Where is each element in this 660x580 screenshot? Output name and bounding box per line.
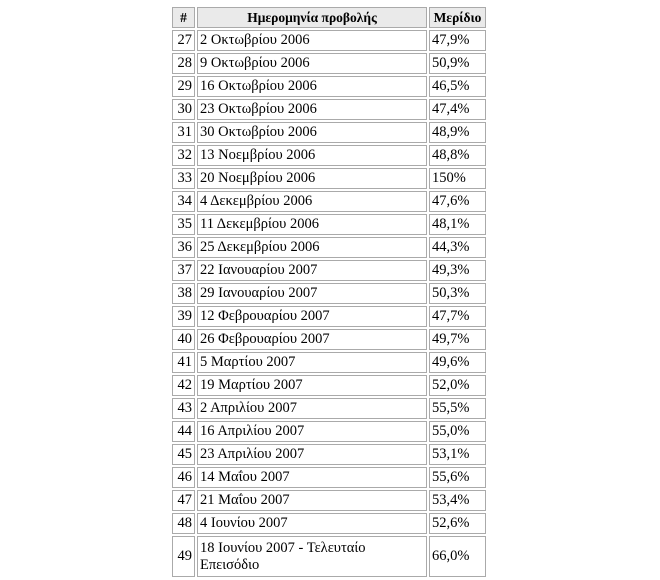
air-date-cell: 11 Δεκεμβρίου 2006: [197, 214, 427, 235]
header-row: [172, 7, 486, 28]
air-date-cell: 26 Φεβρουαρίου 2007: [197, 329, 427, 350]
share-cell: 150%: [429, 168, 486, 189]
episode-number-cell: 37: [172, 260, 195, 281]
table-row: [172, 122, 486, 143]
air-date-cell: 5 Μαρτίου 2007: [197, 352, 427, 373]
table-row: [172, 375, 486, 396]
table-row: [172, 53, 486, 74]
air-date-cell: 14 Μαΐου 2007: [197, 467, 427, 488]
table-row: [172, 513, 486, 534]
share-cell: 50,9%: [429, 53, 486, 74]
episode-number-cell: 36: [172, 237, 195, 258]
share-cell: 49,6%: [429, 352, 486, 373]
share-cell: 44,3%: [429, 237, 486, 258]
table-row: [172, 214, 486, 235]
table-row: [172, 283, 486, 304]
share-cell: 53,1%: [429, 444, 486, 465]
episode-number-cell: 39: [172, 306, 195, 327]
ratings-table-container: [169, 4, 489, 580]
table-row: [172, 329, 486, 350]
table-row: [172, 145, 486, 166]
air-date-cell: 13 Νοεμβρίου 2006: [197, 145, 427, 166]
table-row: [172, 352, 486, 373]
share-cell: 49,7%: [429, 329, 486, 350]
air-date-cell: 2 Οκτωβρίου 2006: [197, 30, 427, 51]
episode-number-cell: 33: [172, 168, 195, 189]
ratings-table: [169, 4, 489, 580]
air-date-cell: 18 Ιουνίου 2007 - Τελευταίο Επεισόδιο: [197, 536, 427, 577]
share-cell: 46,5%: [429, 76, 486, 97]
air-date-cell: 20 Νοεμβρίου 2006: [197, 168, 427, 189]
share-cell: 55,0%: [429, 421, 486, 442]
episode-number-cell: 38: [172, 283, 195, 304]
episode-number-cell: 31: [172, 122, 195, 143]
air-date-cell: 21 Μαΐου 2007: [197, 490, 427, 511]
air-date-cell: 16 Απριλίου 2007: [197, 421, 427, 442]
air-date-cell: 9 Οκτωβρίου 2006: [197, 53, 427, 74]
episode-number-cell: 30: [172, 99, 195, 120]
share-cell: 48,9%: [429, 122, 486, 143]
episode-number-cell: 34: [172, 191, 195, 212]
share-cell: 47,9%: [429, 30, 486, 51]
episode-number-cell: 32: [172, 145, 195, 166]
episode-number-cell: 44: [172, 421, 195, 442]
table-body: [172, 30, 486, 577]
share-cell: 52,0%: [429, 375, 486, 396]
episode-number-cell: 43: [172, 398, 195, 419]
table-row: [172, 30, 486, 51]
share-cell: 66,0%: [429, 536, 486, 577]
table-row: [172, 306, 486, 327]
table-row: [172, 260, 486, 281]
air-date-cell: 22 Ιανουαρίου 2007: [197, 260, 427, 281]
episode-number-cell: 49: [172, 536, 195, 577]
episode-number-cell: 40: [172, 329, 195, 350]
table-row: [172, 237, 486, 258]
share-cell: 49,3%: [429, 260, 486, 281]
air-date-cell: 29 Ιανουαρίου 2007: [197, 283, 427, 304]
episode-number-cell: 45: [172, 444, 195, 465]
share-cell: 53,4%: [429, 490, 486, 511]
table-row: [172, 490, 486, 511]
share-cell: 47,7%: [429, 306, 486, 327]
episode-number-cell: 47: [172, 490, 195, 511]
header-air-date: Ημερομηνία προβολής: [197, 7, 427, 28]
share-cell: 48,1%: [429, 214, 486, 235]
share-cell: 52,6%: [429, 513, 486, 534]
air-date-cell: 23 Οκτωβρίου 2006: [197, 99, 427, 120]
table-row: [172, 444, 486, 465]
air-date-cell: 30 Οκτωβρίου 2006: [197, 122, 427, 143]
episode-number-cell: 29: [172, 76, 195, 97]
air-date-cell: 16 Οκτωβρίου 2006: [197, 76, 427, 97]
air-date-cell: 23 Απριλίου 2007: [197, 444, 427, 465]
share-cell: 47,4%: [429, 99, 486, 120]
air-date-cell: 12 Φεβρουαρίου 2007: [197, 306, 427, 327]
air-date-cell: 2 Απριλίου 2007: [197, 398, 427, 419]
episode-number-cell: 46: [172, 467, 195, 488]
table-row: [172, 467, 486, 488]
header-number: #: [172, 7, 195, 28]
share-cell: 48,8%: [429, 145, 486, 166]
table-row: [172, 99, 486, 120]
air-date-cell: 4 Ιουνίου 2007: [197, 513, 427, 534]
table-row: [172, 398, 486, 419]
share-cell: 55,5%: [429, 398, 486, 419]
air-date-cell: 25 Δεκεμβρίου 2006: [197, 237, 427, 258]
share-cell: 50,3%: [429, 283, 486, 304]
table-row: [172, 536, 486, 577]
table-row: [172, 421, 486, 442]
episode-number-cell: 42: [172, 375, 195, 396]
episode-number-cell: 28: [172, 53, 195, 74]
air-date-cell: 19 Μαρτίου 2007: [197, 375, 427, 396]
table-row: [172, 76, 486, 97]
share-cell: 55,6%: [429, 467, 486, 488]
episode-number-cell: 48: [172, 513, 195, 534]
episode-number-cell: 35: [172, 214, 195, 235]
table-row: [172, 191, 486, 212]
table-row: [172, 168, 486, 189]
header-share: Μερίδιο: [429, 7, 486, 28]
air-date-cell: 4 Δεκεμβρίου 2006: [197, 191, 427, 212]
episode-number-cell: 41: [172, 352, 195, 373]
share-cell: 47,6%: [429, 191, 486, 212]
episode-number-cell: 27: [172, 30, 195, 51]
